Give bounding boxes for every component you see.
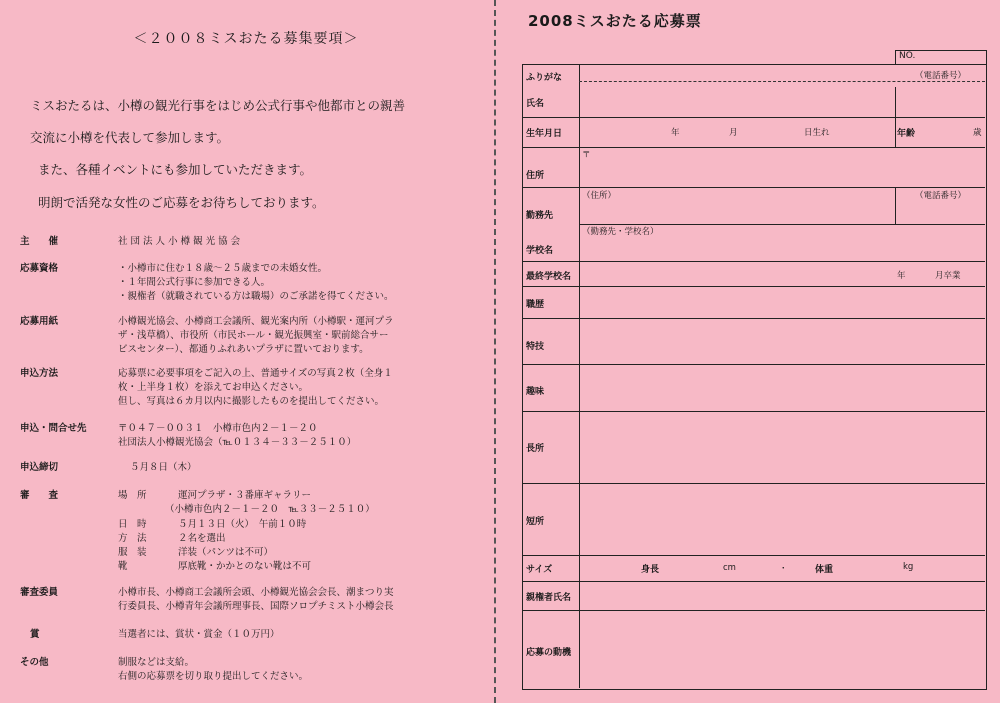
judges-line: 小樽市長、小樽商工会議所会頭、小樽観光協会会長、潮まつり実 — [118, 587, 394, 598]
other-line: 制服などは支給。 — [118, 657, 195, 668]
row-line — [523, 610, 985, 611]
form-location-line: ビスセンター）、都通りふれあいプラザに置いております。 — [118, 344, 369, 355]
weight-label: 体重 — [815, 565, 834, 575]
deadline-label: 申込締切 — [20, 462, 59, 473]
year-label: 年 — [671, 128, 680, 138]
fold-line — [494, 0, 496, 703]
work-phone-label: （電話番号） — [915, 191, 967, 201]
furigana-label: ふりがな — [526, 73, 563, 83]
contact-label: 申込・問合せ先 — [20, 423, 87, 434]
application-form — [522, 64, 987, 690]
review-date: ５月１３日（火） 午前１０時 — [178, 519, 307, 530]
form-location-label: 応募用紙 — [20, 316, 59, 327]
intro-line-1: ミスおたるは、小樽の観光行事をはじめ公式行事や他都市との親善 — [30, 98, 406, 113]
prize-label: 賞 — [30, 629, 40, 640]
size-label: サイズ — [526, 565, 553, 575]
row-line — [523, 261, 985, 262]
deadline-value: ５月８日（木） — [130, 462, 197, 473]
born-label: 日生れ — [804, 128, 830, 138]
postal-mark: 〒 — [582, 150, 591, 160]
school-note: （勤務先・学校名） — [582, 227, 659, 237]
qualification-line: ・１年間公式行事に参加できる人。 — [118, 277, 271, 288]
review-shoes-label: 靴 — [118, 561, 128, 572]
row-line — [523, 483, 985, 484]
sponsor-label: 主 催 — [20, 236, 59, 247]
address-label: 住所 — [526, 171, 545, 181]
row-line — [523, 318, 985, 319]
label-column-divider — [579, 65, 580, 688]
form-location-line: ザ・浅草橋）、市役所（市民ホール・観光振興室・駅前総合サー — [118, 330, 389, 341]
workplace-label: 勤務先 — [526, 211, 554, 221]
work-phone-divider — [895, 187, 896, 224]
height-label: 身長 — [641, 565, 660, 575]
skill-label: 特技 — [526, 342, 545, 352]
row-line — [523, 364, 985, 365]
qualification-line: ・親権者（就職されている方は職場）のご承諾を得てください。 — [118, 291, 394, 302]
review-place-address: （小樽市色内２－１－２０ ℡３３－２５１０） — [165, 504, 375, 515]
weakness-label: 短所 — [526, 517, 545, 527]
strength-label: 長所 — [526, 444, 545, 454]
sponsor-value: 社 団 法 人 小 樽 観 光 協 会 — [118, 236, 241, 247]
review-dress: 洋装（パンツは不可） — [178, 547, 274, 558]
review-date-label: 日 時 — [118, 519, 147, 530]
row-line — [523, 187, 985, 188]
row-line — [523, 117, 985, 118]
grad-month-label: 月卒業 — [935, 271, 961, 281]
review-place: 運河プラザ・３番庫ギャラリー — [178, 490, 312, 501]
method-line: 応募票に必要事項をご記入の上、普通サイズの写真２枚（全身１ — [118, 368, 393, 379]
method-line: 但し、写真は６カ月以内に撮影したものを提出してください。 — [118, 396, 385, 407]
furigana-divider — [579, 81, 985, 82]
form-title: 2008ミスおたる応募票 — [528, 12, 702, 30]
row-line — [523, 147, 985, 148]
contact-line: 〒０４７－００３１ 小樽市色内２－１－２０ — [118, 423, 318, 434]
number-box: NO. — [895, 50, 987, 65]
intro-line-2: 交流に小樽を代表して参加します。 — [30, 130, 230, 145]
qualification-line: ・小樽市に住む１８歳～２５歳までの未婚女性。 — [118, 263, 328, 274]
hobby-label: 趣味 — [526, 387, 545, 397]
guardian-label: 親権者氏名 — [526, 593, 572, 603]
review-method-label: 方 法 — [118, 533, 147, 544]
review-label: 審 査 — [20, 490, 59, 501]
contact-line: 社団法人小樽観光協会（℡０１３４－３３－２５１０） — [118, 437, 357, 448]
phone-label: （電話番号） — [915, 71, 967, 81]
prize-value: 当選者には、賞状・賞金（１０万円） — [118, 629, 280, 640]
intro-line-3: また、各種イベントにも参加していただきます。 — [38, 162, 313, 177]
row-line — [523, 555, 985, 556]
career-label: 職歴 — [526, 300, 545, 310]
review-dress-label: 服 装 — [118, 547, 147, 558]
review-place-label: 場 所 — [118, 490, 147, 501]
review-method: ２名を選出 — [178, 533, 226, 544]
qualification-label: 応募資格 — [20, 263, 59, 274]
row-line — [523, 581, 985, 582]
intro-line-4: 明朗で活発な女性のご応募をお待ちしております。 — [38, 195, 325, 210]
age-unit-label: 歳 — [973, 128, 982, 138]
page-title: ＜２００８ミスおたる募集要項＞ — [133, 31, 359, 47]
month-label: 月 — [729, 128, 738, 138]
row-line — [523, 411, 985, 412]
judges-label: 審査委員 — [20, 587, 59, 598]
grad-year-label: 年 — [897, 271, 906, 281]
other-label: その他 — [20, 657, 49, 668]
school-label: 学校名 — [526, 246, 554, 256]
other-line: 右側の応募票を切り取り提出してください。 — [118, 671, 309, 682]
form-location-line: 小樽観光協会、小樽商工会議所、観光案内所（小樽駅・運河プラ — [118, 316, 394, 327]
method-line: 枚・上半身１枚）を添えてお申込ください。 — [118, 382, 309, 393]
birthdate-label: 生年月日 — [526, 129, 563, 139]
work-address-note: （住所） — [582, 191, 617, 201]
separator-dot: ・ — [779, 564, 788, 574]
motive-label: 応募の動機 — [526, 648, 572, 658]
name-label: 氏名 — [526, 99, 545, 109]
review-shoes: 厚底靴・かかとのない靴は不可 — [178, 561, 312, 572]
method-label: 申込方法 — [20, 368, 59, 379]
row-line — [523, 286, 985, 287]
review-row — [0, 489, 492, 574]
judges-line: 行委員長、小樽青年会議所理事長、国際ソロプチミスト小樽会長 — [118, 601, 394, 612]
cm-unit: cm — [723, 563, 736, 573]
last-school-label: 最終学校名 — [526, 272, 572, 282]
kg-unit: kg — [903, 562, 914, 572]
age-label: 年齢 — [897, 129, 916, 139]
